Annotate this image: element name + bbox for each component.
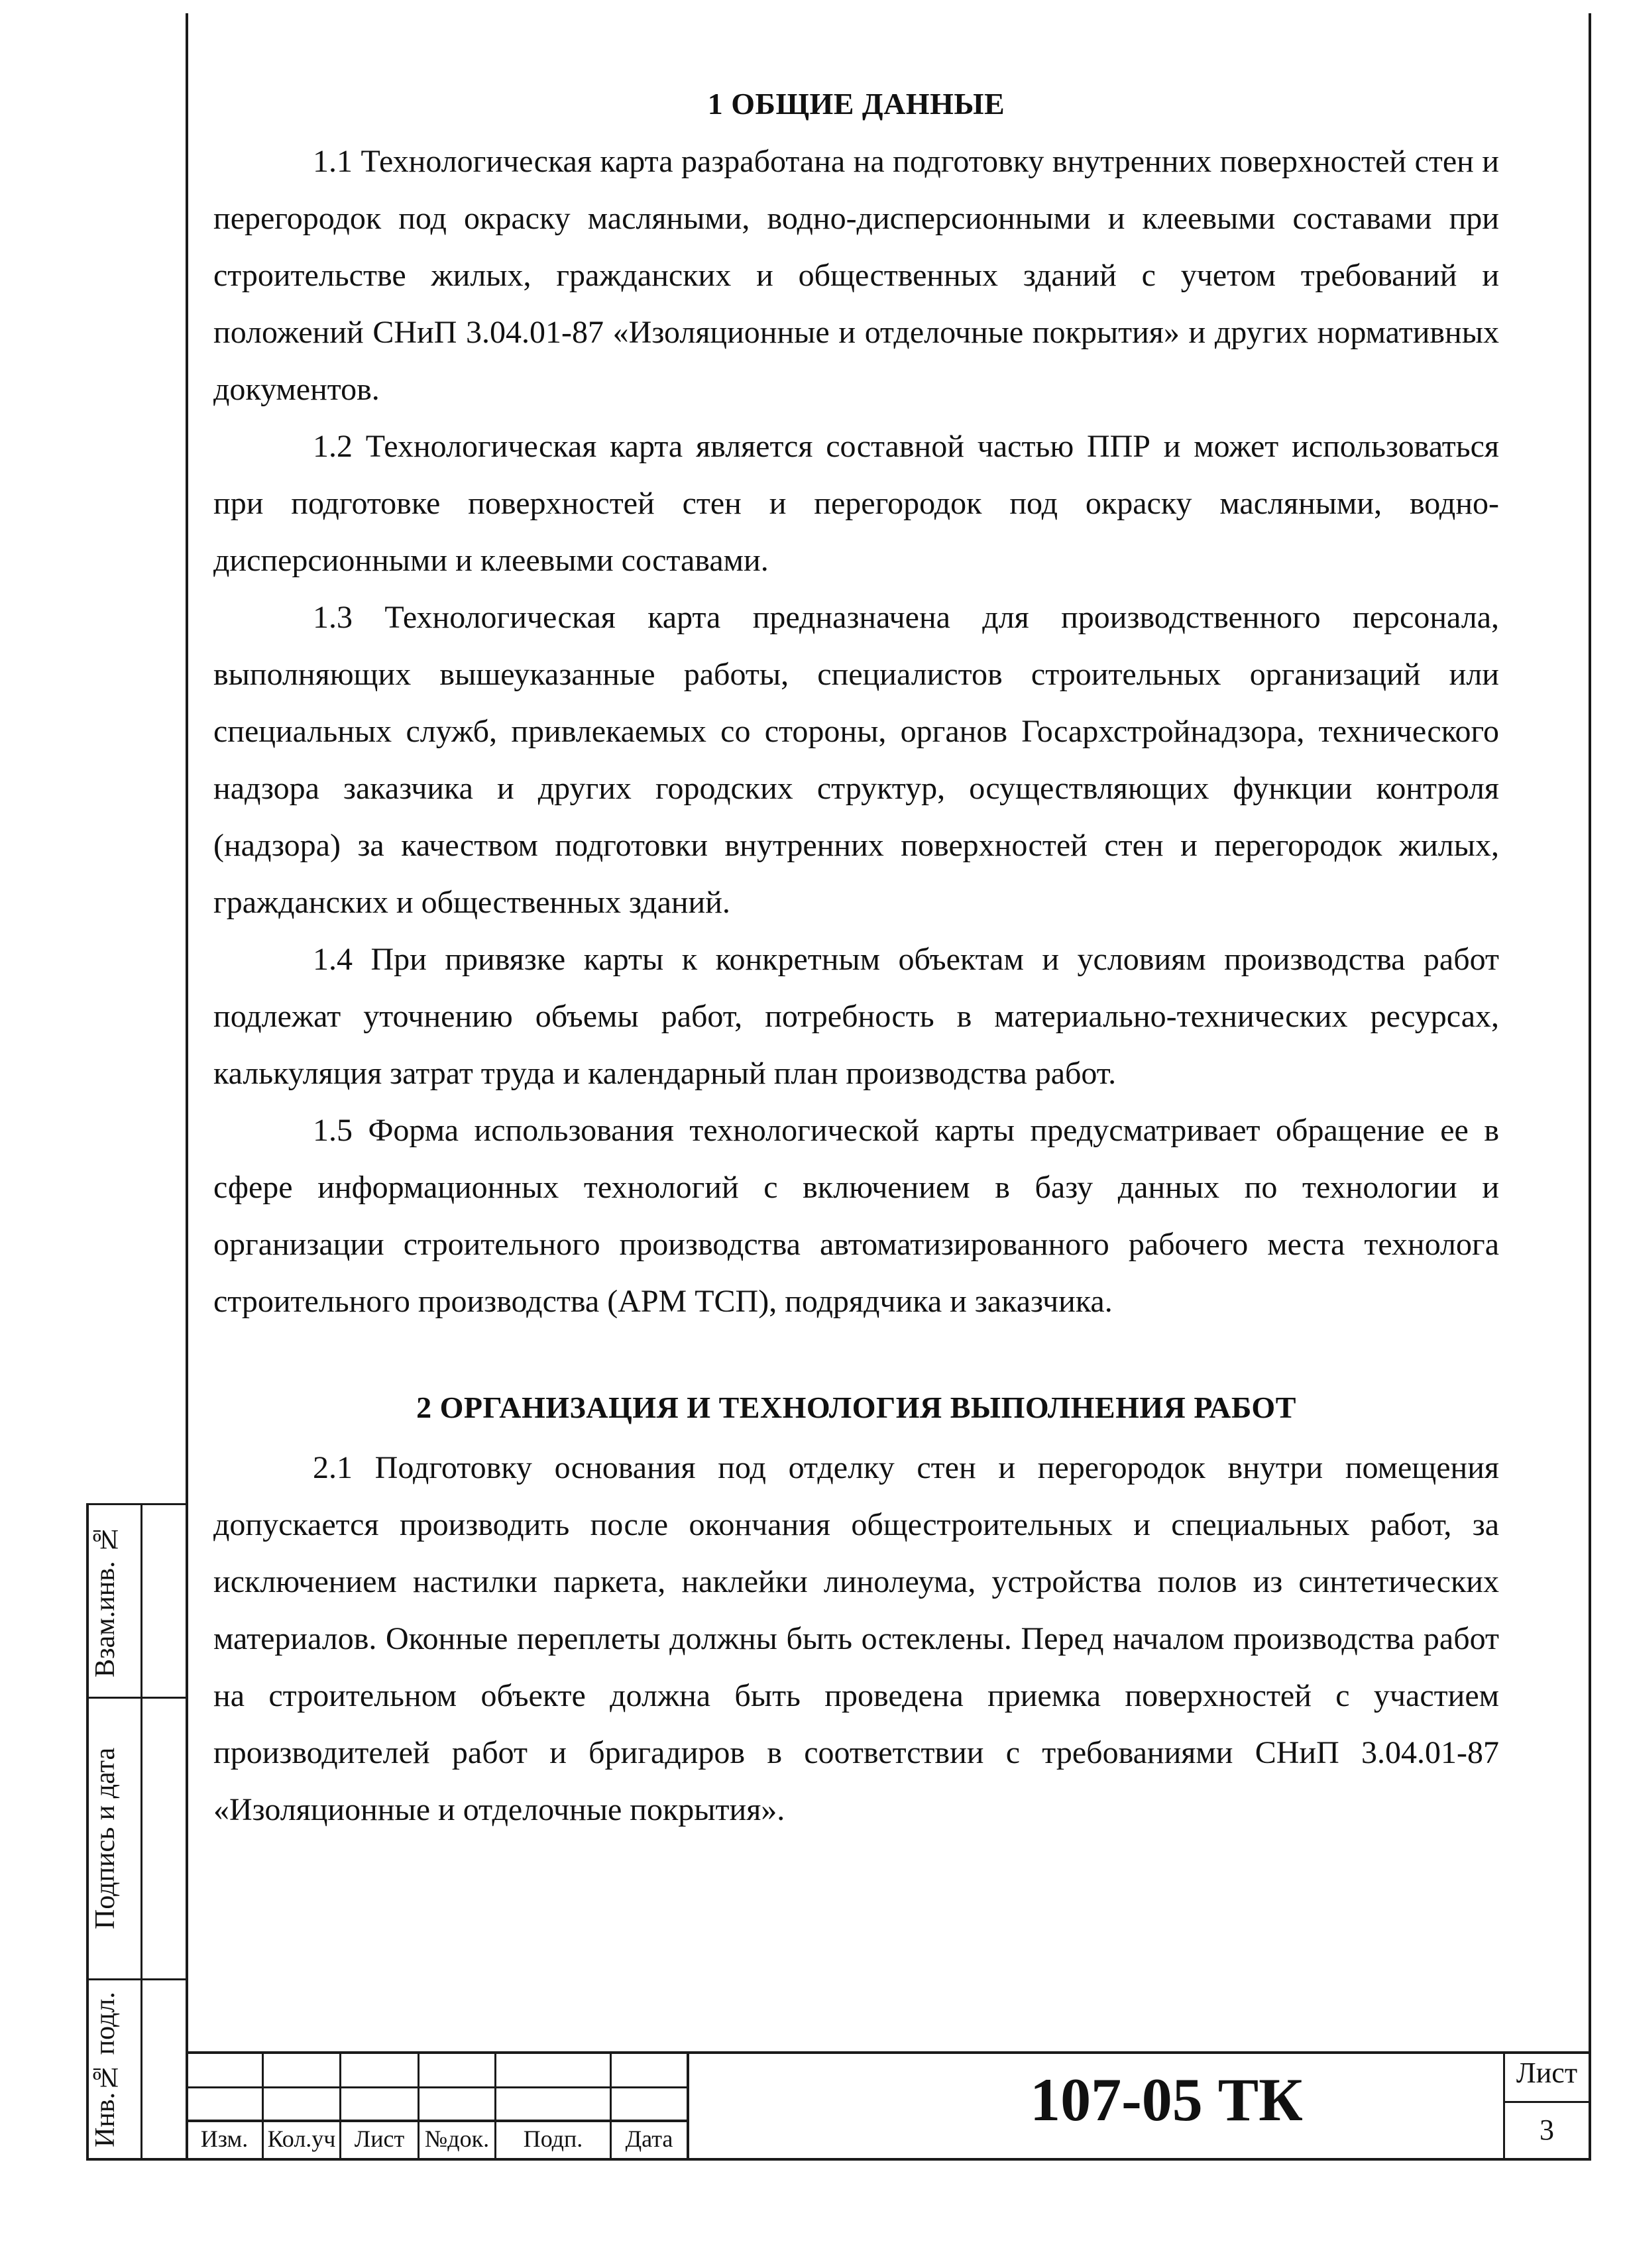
- column-doc-number-label: №док.: [424, 2126, 490, 2152]
- frame-right-line: [1589, 13, 1591, 2161]
- section-2-title: 2 ОРГАНИЗАЦИЯ И ТЕХНОЛОГИЯ ВЫПОЛНЕНИЯ РАБОТ: [416, 1390, 1296, 1424]
- sheet-label: Лист: [1516, 2057, 1578, 2089]
- paragraph-1-1: 1.1 Технологическая карта разработана на подготовку внутренних поверхностей стен и перегородок под окраску масляными, водно-дисперсионными и клеевыми составами при строительстве жилых, гражданских и общественных зданий с учетом требований и положений СНиП 3.04.01-87 «Изоляционные и отделочные покрытия» и других нормативных документов.: [213, 144, 1499, 407]
- sheet-box-divider: [1503, 2101, 1591, 2103]
- sheet-number: 3: [1540, 2114, 1554, 2146]
- paragraph-1-4: 1.4 При привязке карты к конкретным объектам и условиям производства работ подлежат уточнению объемы работ, потребность в материально-технических ресурсах, калькуляция затрат труда и календарный план производства работ.: [213, 942, 1499, 1091]
- replacement-inventory-label: Взам.инв. №: [90, 1523, 121, 1678]
- column-signature-label: Подп.: [523, 2126, 583, 2152]
- side-stamp-divider-2: [86, 1978, 188, 1980]
- signature-date-label: Подпись и дата: [90, 1747, 121, 1929]
- page-content: [213, 86, 1499, 1839]
- original-inventory-label: Инв.№ подл.: [90, 1992, 121, 2148]
- paragraph-1-5: 1.5 Форма использования технологической карты предусматривает обращение ее в сфере информационных технологий с включением в базу данных по технологии и организации строительного производства автоматизированного рабочего места технолога строительного производства (АРМ ТСП), подрядчика и заказчика.: [213, 1113, 1499, 1319]
- column-count-label: Кол.уч: [267, 2126, 336, 2152]
- paragraph-2-1: 2.1 Подготовку основания под отделку стен и перегородок внутри помещения допускается производить после окончания общестроительных и специальных работ, за исключением настилки паркета, наклейки линолеума, устройства полов из синтетических материалов. Оконные переплеты должны быть остеклены. Перед началом производства работ на строительном объекте должна быть проведена приемка поверхностей с участием производителей работ и бригадиров в соответствии с требованиями СНиП 3.04.01-87 «Изоляционные и отделочные покрытия».: [213, 1450, 1499, 1827]
- frame-bottom-line: [86, 2158, 1591, 2161]
- paragraph-1-2: 1.2 Технологическая карта является составной частью ППР и может использоваться при подготовке поверхностей стен и перегородок под окраску масляными, водно-дисперсионными и клеевыми составами.: [213, 429, 1499, 578]
- title-block-row-line-1: [186, 2086, 689, 2088]
- document-code: 107-05 ТК: [1030, 2066, 1303, 2133]
- side-stamp-mid-line: [140, 1503, 142, 2161]
- paragraph-1-3: 1.3 Технологическая карта предназначена для производственного персонала, выполняющих вышеуказанные работы, специалистов строительных организаций или специальных служб, привлекаемых со стороны, органов Госархстройнадзора, технического надзора заказчика и других городских структур, осуществляющих функции контроля (надзора) за качеством подготовки внутренних поверхностей стен и перегородок жилых, гражданских и общественных зданий.: [213, 600, 1499, 920]
- side-stamp-left-line: [86, 1503, 89, 2161]
- column-date-label: Дата: [625, 2126, 673, 2152]
- frame-left-line: [186, 13, 188, 2161]
- side-stamp-top-line: [86, 1503, 188, 1505]
- title-block-col-line-6: [687, 2051, 689, 2161]
- title-block-row-line-2: [186, 2120, 689, 2122]
- section-1-title: 1 ОБЩИЕ ДАННЫЕ: [707, 87, 1005, 121]
- column-sheet-label: Лист: [354, 2126, 405, 2152]
- side-stamp-divider-1: [86, 1697, 188, 1699]
- title-block-top-line: [186, 2051, 1591, 2054]
- column-change-label: Изм.: [200, 2126, 249, 2152]
